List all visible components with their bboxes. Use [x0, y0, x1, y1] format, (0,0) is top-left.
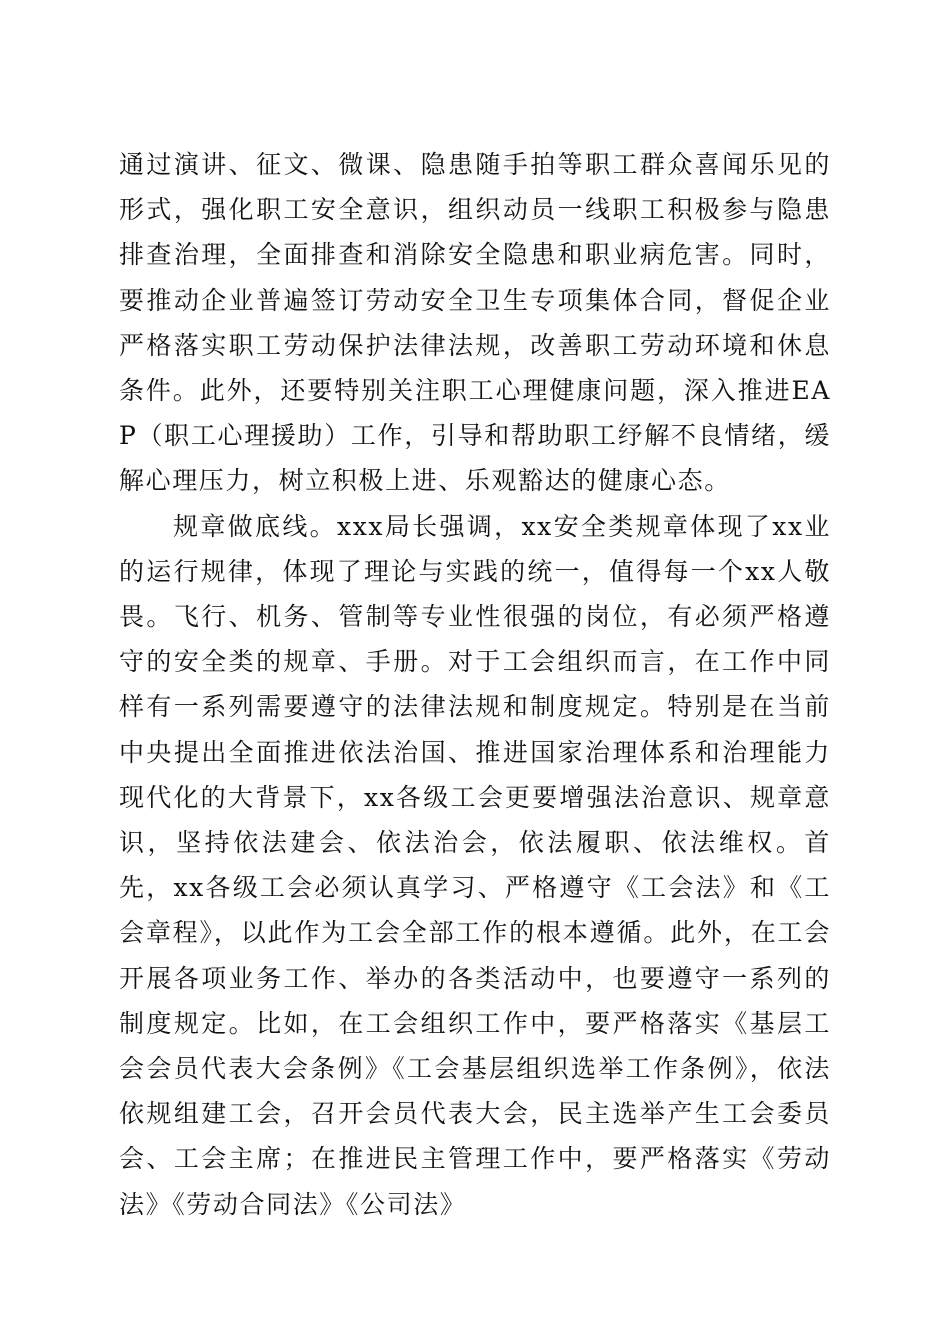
- paragraph-continued: 通过演讲、征文、微课、隐患随手拍等职工群众喜闻乐见的形式，强化职工安全意识，组织动员一线职工积极参与隐患排查治理，全面排查和消除安全隐患和职业病危害。同时，要推动企业普遍签订劳动安全卫生专项集体合同，督促企业严格落实职工劳动保护法律法规，改善职工劳动环境和休息条件。此外，还要特别关注职工心理健康问题，深入推进EAP（职工心理援助）工作，引导和帮助职工纾解不良情绪，缓解心理压力，树立积极上进、乐观豁达的健康心态。: [119, 150, 831, 496]
- document-body: [119, 142, 831, 1227]
- paragraph-regulations-baseline: 规章做底线。xxx局长强调，xx安全类规章体现了xx业的运行规律，体现了理论与实践的统一，值得每一个xx人敬畏。飞行、机务、管制等专业性很强的岗位，有必须严格遵守的安全类的规章、手册。对于工会组织而言，在工作中同样有一系列需要遵守的法律法规和制度规定。特别是在当前中央提出全面推进依法治国、推进国家治理体系和治理能力现代化的大背景下，xx各级工会更要增强法治意识、规章意识，坚持依法建会、依法治会，依法履职、依法维权。首先，xx各级工会必须认真学习、严格遵守《工会法》和《工会章程》，以此作为工会全部工作的根本遵循。此外，在工会开展各项业务工作、举办的各类活动中，也要遵守一系列的制度规定。比如，在工会组织工作中，要严格落实《基层工会会员代表大会条例》《工会基层组织选举工作条例》，依法依规组建工会，召开会员代表大会，民主选举产生工会委员会、工会主席；在推进民主管理工作中，要严格落实《劳动法》《劳动合同法》《公司法》: [119, 511, 831, 1219]
